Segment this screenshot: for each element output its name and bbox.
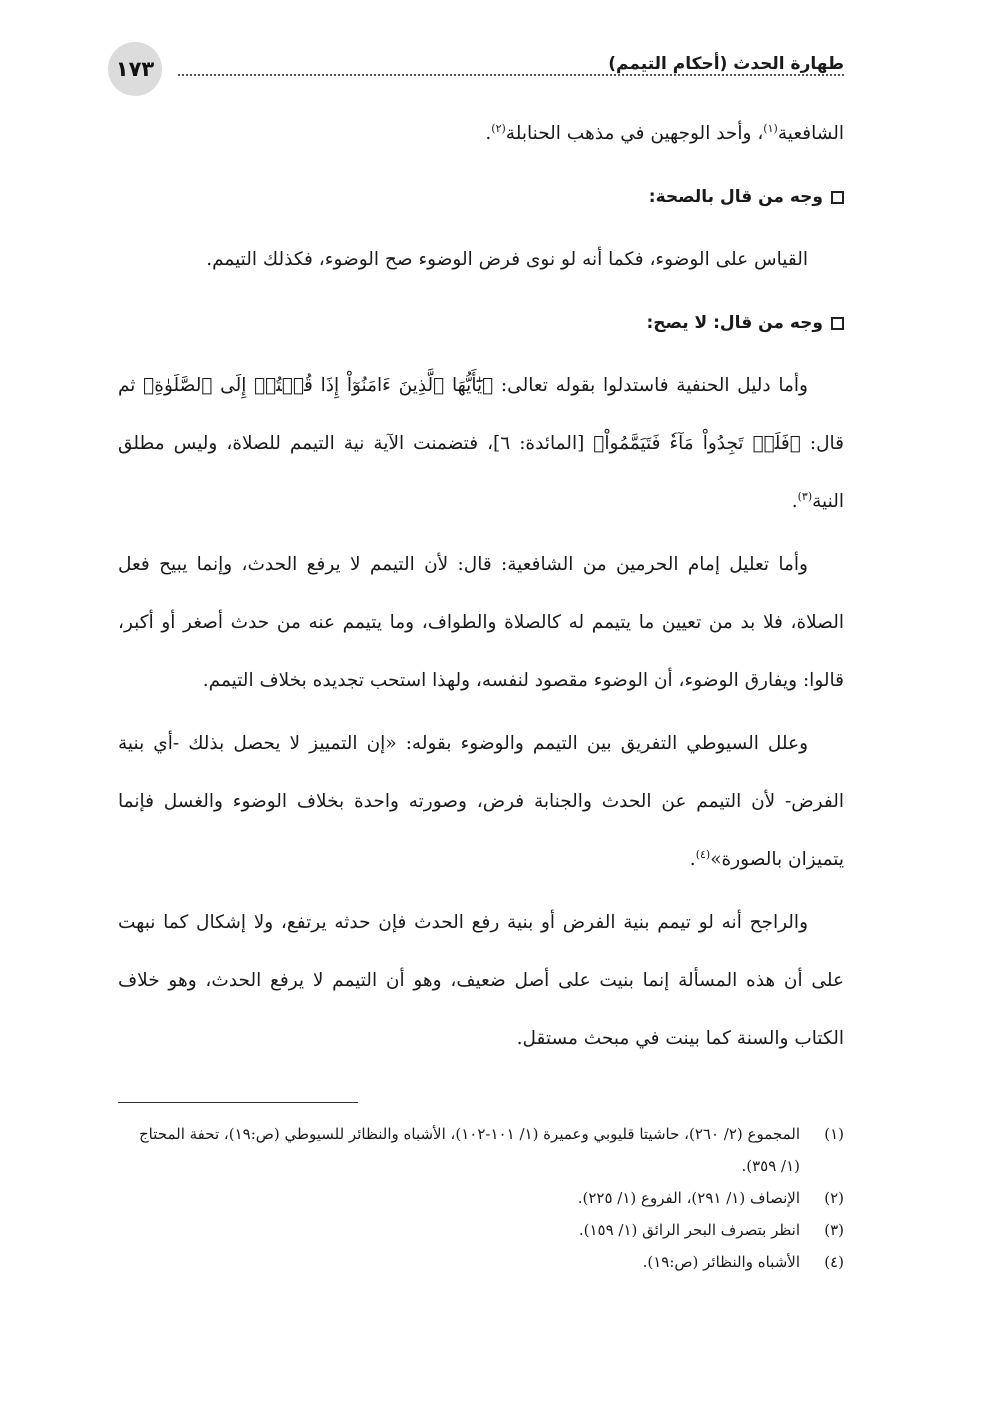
footnote-ref[interactable]: (٢) [491, 121, 506, 135]
footnote-text: انظر بتصرف البحر الرائق (١/ ١٥٩). [578, 1221, 800, 1239]
header-dotted-leader [178, 74, 844, 76]
footnote-number: (٢) [824, 1189, 844, 1207]
page-number-badge: ١٧٣ [108, 42, 162, 96]
section-heading: وجه من قال: لا يصح: [118, 294, 844, 352]
paragraph: وأما تعليل إمام الحرمين من الشافعية: قال: لأن التيمم لا يرفع الحدث، وإنما يبيح فعل الصلاة، فلا بد من تعيين ما يتيمم له كالصلاة والطواف، وما يتيمم عنه من حدث أصغر أو أكبر، قالوا: ويفارق الوضوء، أن الوضوء مقصود لنفسه، ولهذا استحب تجديده بخلاف التيمم. [118, 554, 844, 691]
footnotes [118, 1118, 844, 1278]
footnote-ref[interactable]: (٤) [695, 847, 711, 861]
paragraph: والراجح أنه لو تيمم بنية الفرض أو بنية رفع الحدث فإن حدثه يرتفع، ولا إشكال كما نبهت على أن هذه المسألة إنما بنيت على أصل ضعيف، وهو أن التيمم لا يرفع الحدث، وهو خلاف الكتاب والسنة كما بينت في مبحث مستقل. [118, 912, 844, 1049]
square-bullet-icon [831, 191, 844, 204]
square-bullet-icon [831, 317, 844, 330]
footnote [118, 1118, 844, 1182]
footnote-number: (١) [824, 1125, 844, 1143]
section-heading: وجه من قال بالصحة: [118, 168, 844, 226]
paragraph: القياس على الوضوء، فكما أنه لو نوى فرض الوضوء صح الوضوء، فكذلك التيمم. [206, 249, 808, 270]
running-header [115, 42, 844, 98]
footnote-text: الإنصاف (١/ ٢٩١)، الفروع (١/ ٢٢٥). [577, 1189, 800, 1207]
footnote [118, 1246, 844, 1278]
paragraph: وعلل السيوطي التفريق بين التيمم والوضوء بقوله: «إن التمييز لا يحصل بذلك -أي بنية الفرض- لأن التيمم عن الحدث والجنابة فرض، وصورته واحدة بخلاف الوضوء والغسل فإنما يتميزان بالصورة»$^{(٤)}$. [118, 733, 844, 870]
footnote-ref[interactable]: (١) [763, 121, 778, 135]
footnote-ref[interactable]: (٣) [797, 489, 813, 503]
paragraph: وأما دليل الحنفية فاستدلوا بقوله تعالى: ﴿يَٰٓأَيُّهَا ٱلَّذِينَ ءَامَنُوٓاْ إِذَا قُمۡتُمۡ إِلَى ٱلصَّلَوٰةِ﴾ ثم قال: ﴿فَلَمۡ تَجِدُواْ مَآءٗ فَتَيَمَّمُواْ﴾ [المائدة: ٦]، فتضمنت الآية نية التيمم للصلاة، وليس مطلق النية$^{(٣)}$. [118, 375, 844, 512]
footnote-number: (٤) [824, 1253, 844, 1271]
footnote-text: الأشباه والنظائر (ص:١٩). [642, 1253, 800, 1271]
paragraph: الشافعية$^{(١)}$، وأحد الوجهين في مذهب الحنابلة$^{(٢)}$. [485, 121, 844, 144]
footnote [118, 1182, 844, 1214]
footnote-divider [118, 1102, 358, 1103]
body-text [118, 105, 844, 1073]
footnote-text: المجموع (٢/ ٢٦٠)، حاشيتا قليوبي وعميرة (١/ ١٠١-١٠٢)، الأشباه والنظائر للسيوطي (ص:١٩)، تحفة المحتاج (١/ ٣٥٩). [139, 1125, 800, 1175]
footnote [118, 1214, 844, 1246]
page [115, 0, 844, 1417]
running-title: طهارة الحدث (أحكام التيمم) [600, 54, 844, 74]
footnote-number: (٣) [824, 1221, 844, 1239]
